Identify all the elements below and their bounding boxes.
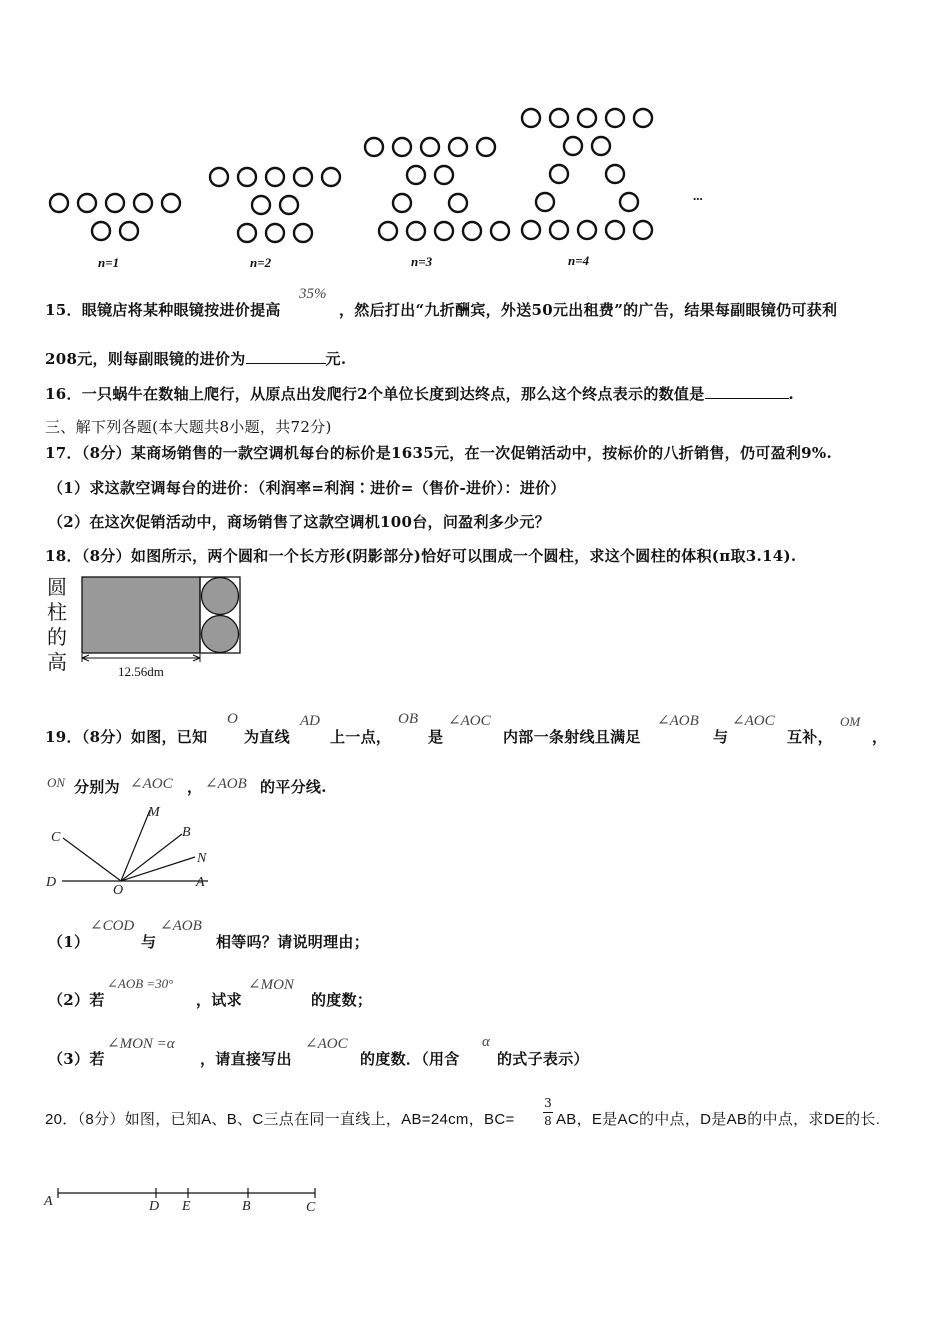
q20-fig-B: B (242, 1199, 251, 1214)
q15-answer-blank[interactable] (246, 349, 326, 364)
q19-t7: 分别为 (74, 778, 120, 796)
section3-title: 三、解下列各题(本大题共8小题，共72分) (45, 418, 332, 436)
q20-part2: AB，E是AC的中点，D是AB的中点，求DE的长. (556, 1111, 881, 1128)
q20-fig-E: E (182, 1199, 191, 1214)
pattern-label-1: n=1 (98, 255, 120, 270)
pattern-label-3: n=3 (411, 254, 433, 269)
q15-line2 (45, 348, 346, 369)
q19-sub3c: 的度数．（用含 (360, 1050, 460, 1068)
q19-t3: 是 (428, 728, 444, 746)
q15-line1 (45, 299, 281, 320)
q19-fig-N: N (197, 851, 207, 866)
q19-fig-C: C (51, 830, 61, 845)
q19-OB: OB (398, 711, 418, 727)
q19-t2: 上一点， (330, 728, 392, 746)
q19-sub3-alpha: α (482, 1034, 490, 1050)
q20-fraction-denominator: 8 (544, 1114, 552, 1128)
q19-sub1c: 相等吗？请说明理由； (216, 933, 370, 951)
q19-AOC2: ∠AOC (732, 713, 775, 729)
q19-ON: ON (47, 775, 66, 790)
q18-side-char: 柱 (47, 600, 67, 624)
q19-fig-B: B (182, 825, 191, 840)
q19-comma: ， (872, 728, 888, 746)
q19-sub3-AOC: ∠AOC (305, 1036, 348, 1052)
q19-AOC3: ∠AOC (130, 776, 173, 792)
q19-sub1-COD: ∠COD (90, 918, 135, 934)
q19-AOC: ∠AOC (448, 713, 491, 729)
q15-part2: ，然后打出“九折酬宾，外送50元出租费”的广告，结果每副眼镜仍可获利 (339, 301, 838, 319)
q17-sub2: （2）在这次促销活动中，商场销售了这款空调机100台，问盈利多少元？ (48, 513, 550, 531)
pattern-ellipsis: ... (693, 188, 703, 203)
q19-sub1b: 与 (141, 933, 157, 951)
q19-sub2b: ，试求 (196, 991, 242, 1009)
q16-text: 16．一只蜗牛在数轴上爬行，从原点出发爬行2个单位长度到达终点，那么这个终点表示的数值是 (45, 385, 705, 403)
q18-side-char: 高 (47, 650, 67, 674)
q20-part1: 20．（8分）如图，已知A、B、C三点在同一直线上，AB=24cm，BC= (45, 1111, 515, 1128)
q20-segment-figure (40, 1180, 340, 1220)
q19-fig-M: M (148, 805, 160, 820)
q15-line2a: 208元，则每副眼镜的进价为 (45, 350, 246, 368)
q19-sub3-MON: ∠MON =α (107, 1036, 175, 1052)
q19-fig-D: D (46, 875, 57, 890)
q19-t4: 内部一条射线且满足 (503, 728, 641, 746)
q15-line2b: 元. (325, 350, 347, 368)
q19-sub2-MON: ∠MON (248, 977, 294, 993)
q19-t9: 的平分线. (260, 778, 327, 796)
q18-side-char: 圆 (47, 575, 67, 599)
q18-stem: 18．（8分）如图所示，两个圆和一个长方形(阴影部分)恰好可以围成一个圆柱，求这个圆柱的体积(π取3.14). (45, 547, 797, 565)
q18-side-char: 的 (47, 625, 67, 649)
q19-OM: OM (840, 714, 861, 729)
q18-length-label: 12.56dm (118, 664, 164, 679)
q20-fig-A: A (44, 1194, 53, 1209)
q19-sub1a: （1） (48, 933, 90, 951)
q19-fig-A: A (196, 875, 205, 890)
q19-sub3d: 的式子表示） (497, 1050, 589, 1068)
q19-sub2c: 的度数； (311, 991, 373, 1009)
q16-end: . (788, 385, 795, 403)
pattern-label-4: n=4 (568, 253, 590, 268)
q19-prefix: 19．（8分）如图，已知 (45, 728, 208, 746)
q19-AOB2: ∠AOB (205, 776, 247, 792)
q19-AOB: ∠AOB (657, 713, 699, 729)
q15-part1: 15．眼镜店将某种眼镜按进价提高 (45, 301, 281, 319)
q17-stem: 17．（8分）某商场销售的一款空调机每台的标价是1635元，在一次促销活动中，按标价的八折销售，仍可盈利9%. (45, 444, 832, 462)
q20-fig-C: C (306, 1200, 316, 1215)
q20-fig-D: D (149, 1199, 160, 1214)
q20-fraction-numerator: 3 (544, 1096, 552, 1110)
q20-fraction-bar (543, 1112, 553, 1113)
q16 (45, 383, 794, 404)
q19-AD: AD (300, 713, 320, 729)
q19-t6: 互补， (787, 728, 833, 746)
q19-t5: 与 (713, 728, 729, 746)
q18-top-circle (202, 578, 239, 615)
pattern-label-2: n=2 (250, 255, 272, 270)
q19-sub1-AOB: ∠AOB (160, 918, 202, 934)
q18-cylinder-net-figure (70, 570, 250, 680)
q18-shaded-rectangle (82, 577, 200, 653)
q17-sub1: （1）求这款空调每台的进价：（利润率=利润∶进价=（售价-进价）：进价） (48, 479, 566, 497)
q19-t1: 为直线 (244, 728, 290, 746)
circle-pattern-figure (40, 100, 720, 275)
q19-sub3b: ，请直接写出 (200, 1050, 292, 1068)
q19-angle-figure (40, 800, 220, 895)
q19-fig-O: O (113, 883, 124, 895)
q19-sub2a: （2）若 (48, 991, 105, 1009)
q19-sub3a: （3）若 (48, 1050, 105, 1068)
q19-O: O (227, 711, 238, 727)
q15-percent: 35% (299, 286, 327, 302)
q19-t8: ， (187, 778, 203, 796)
q19-sub2-AOB30: ∠AOB =30° (107, 976, 174, 991)
q16-answer-blank[interactable] (705, 384, 789, 399)
q18-bottom-circle (202, 616, 239, 653)
